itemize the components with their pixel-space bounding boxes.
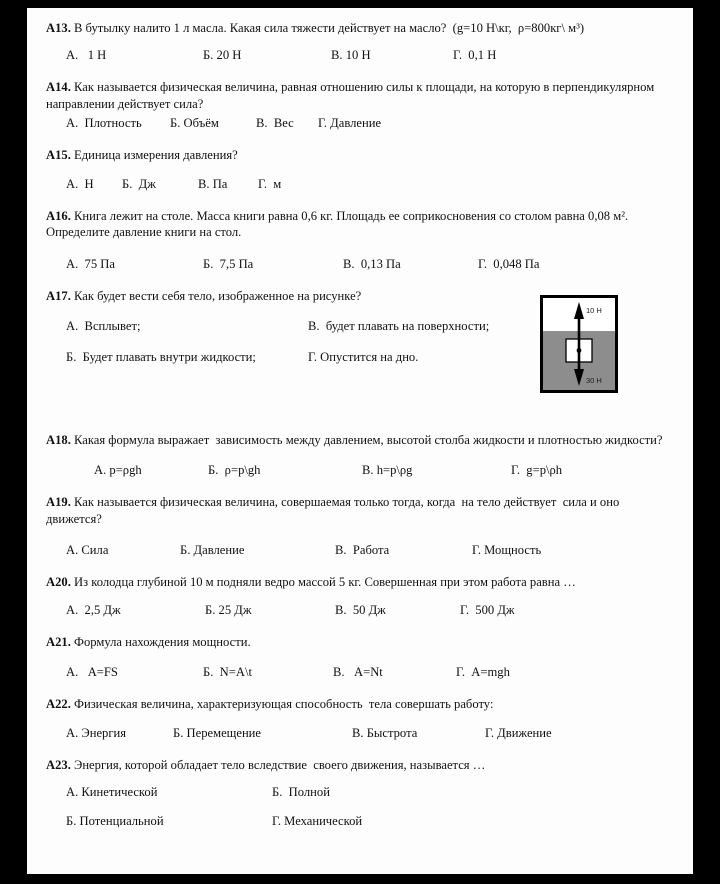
option-v: В. будет плавать на поверхности;: [308, 319, 490, 334]
question-text: Из колодца глубиной 10 м подняли ведро массой 5 кг. Совершенная при этом работа равна …: [74, 574, 576, 589]
option-v: В. Работа: [335, 542, 390, 557]
options-row: [46, 726, 667, 741]
question-number: А22.: [46, 696, 71, 711]
question-number: А18.: [46, 433, 71, 448]
option-a: А. 75 Па: [66, 257, 115, 272]
option-v: В. A=Nt: [333, 664, 383, 679]
option-v: В. 50 Дж: [335, 602, 386, 617]
question-a19: [46, 487, 667, 567]
option-v: В. 0,13 Па: [343, 257, 401, 272]
option-b: Б. Перемещение: [173, 725, 262, 740]
question-number: А20.: [46, 574, 71, 589]
question-a20: [46, 567, 667, 627]
question-text: Единица измерения давления?: [74, 147, 238, 162]
question-number: А23.: [46, 757, 71, 772]
question-number: А17.: [46, 289, 71, 304]
option-g: Г. Давление: [318, 115, 382, 130]
option-a: А. 2,5 Дж: [66, 602, 121, 617]
question-text: Физическая величина, характеризующая способность тела совершать работу:: [74, 696, 494, 711]
option-b: Б. Полной: [272, 785, 330, 800]
option-v: В. Па: [198, 176, 228, 191]
question-number: А13.: [46, 21, 71, 35]
option-g: Г. 0,1 Н: [453, 47, 497, 62]
option-v: В. Быстрота: [352, 725, 418, 740]
option-a: А. Н: [66, 176, 94, 191]
question-a22: [46, 689, 667, 750]
options-row: [46, 177, 667, 192]
option-b: Б. 7,5 Па: [203, 257, 254, 272]
document-page: [27, 8, 693, 874]
options-row: [46, 257, 667, 272]
option-g: Г. Механической: [272, 814, 363, 829]
question-text: Какая формула выражает зависимость между давлением, высотой столба жидкости и плотностью жидкости?: [74, 433, 663, 448]
option-b: Б. Объём: [170, 115, 219, 130]
question-a18: [46, 425, 667, 487]
question-a21: [46, 627, 667, 689]
question-a17: [46, 281, 667, 425]
option-b: Б. Давление: [180, 542, 245, 557]
option-g: Г. A=mgh: [456, 664, 510, 679]
question-text: Формула нахождения мощности.: [74, 634, 251, 649]
option-a: А. p=ρgh: [94, 463, 142, 478]
question-text: Как называется физическая величина, совершаемая только тогда, когда на тело действует сила и оно движется?: [46, 495, 623, 526]
question-text: В бутылку налито 1 л масла. Какая сила тяжести действует на масло? (g=10 Н\кг, ρ=800кг\ м³): [74, 21, 585, 35]
option-b: Б. 20 Н: [203, 47, 242, 62]
option-b: Б. Дж: [122, 176, 156, 191]
question-text: Книга лежит на столе. Масса книги равна 0,6 кг. Площадь ее соприкосновения со столом равна 0,08 м². Определите давление книги на стол.: [46, 208, 632, 240]
question-number: А14.: [46, 79, 71, 94]
question-number: А21.: [46, 634, 71, 649]
option-a: А. Плотность: [66, 115, 142, 130]
option-a: А. 1 Н: [66, 47, 107, 62]
question-a13: [46, 13, 667, 72]
option-b2: Б. Потенциальной: [66, 814, 164, 829]
option-b: Б. 25 Дж: [205, 602, 252, 617]
force-up-label: 10 Н: [586, 306, 602, 316]
question-text: Как будет вести себя тело, изображенное на рисунке?: [74, 289, 362, 304]
option-g: Г. м: [258, 176, 282, 191]
options-row: [46, 116, 667, 131]
option-g: Г. 0,048 Па: [478, 257, 540, 272]
center-dot: [577, 348, 582, 353]
question-number: А19.: [46, 495, 71, 510]
option-a: А. Сила: [66, 542, 109, 557]
option-v: В. Вес: [256, 115, 294, 130]
question-number: А16.: [46, 208, 71, 223]
options-row: [46, 463, 667, 478]
options-row: [46, 48, 667, 63]
question-a16: [46, 201, 667, 282]
option-a: А. A=FS: [66, 664, 118, 679]
option-g: Г. Движение: [485, 725, 552, 740]
option-g: Г. Опустится на дно.: [308, 350, 419, 365]
options-row: [46, 665, 667, 680]
options-row: [46, 543, 667, 558]
question-a15: [46, 140, 667, 201]
option-b: Б. ρ=p\gh: [208, 463, 261, 478]
options-row: [46, 785, 667, 800]
option-v: В. h=p\ρg: [362, 463, 413, 478]
floating-body-figure: [540, 295, 618, 393]
question-a14: [46, 72, 667, 140]
option-a: А. Энергия: [66, 725, 127, 740]
question-a23: [46, 750, 667, 839]
option-b: Б. Будет плавать внутри жидкости;: [66, 350, 256, 365]
option-g: Г. 500 Дж: [460, 602, 515, 617]
option-g: Г. Мощность: [472, 542, 542, 557]
option-g: Г. g=p\ρh: [511, 463, 563, 478]
option-b: Б. N=A\t: [203, 664, 252, 679]
options-row: [46, 603, 667, 618]
option-a: А. Кинетической: [66, 785, 158, 800]
option-a: А. Всплывет;: [66, 319, 141, 334]
question-text: Как называется физическая величина, равная отношению силы к площади, на которую в перпендикулярном направлении действует сила?: [46, 79, 658, 111]
options-row: [46, 814, 667, 829]
option-v: В. 10 Н: [331, 47, 371, 62]
question-text: Энергия, которой обладает тело вследствие своего движения, называется …: [74, 757, 486, 772]
question-number: А15.: [46, 147, 71, 162]
force-down-label: 30 Н: [586, 376, 602, 386]
